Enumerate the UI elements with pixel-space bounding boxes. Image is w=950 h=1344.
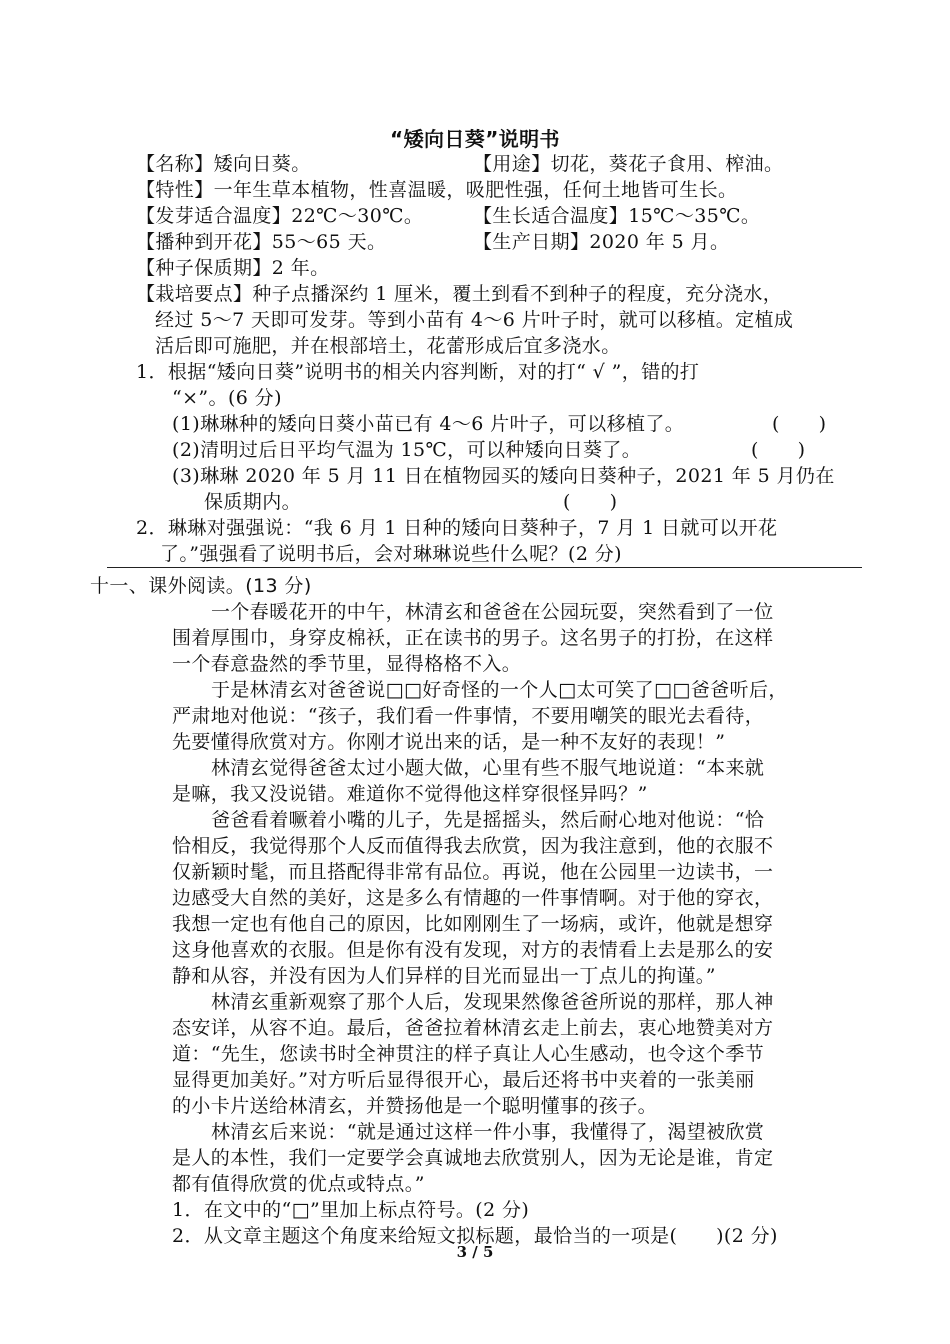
passage-line: 恰相反，我觉得那个人反而值得我去欣赏，因为我注意到，他的衣服不 [172,835,774,857]
question-2-prompt: 2．琳琳对强强说：“我 6 月 1 日种的矮向日葵种子，7 月 1 日就可以开花 [136,517,778,539]
manual-germination-temp: 【发芽适合温度】22℃～30℃。 [136,205,424,227]
question-1-prompt-cont: “×”。(6 分) [172,387,282,409]
passage-line: 严肃地对他说：“孩子，我们看一件事情，不要用嘲笑的眼光去看待， [172,705,765,727]
passage-line: 静和从容，并没有因为人们异样的目光而显出一丁点儿的拘谨。” [172,965,716,987]
passage-line: 是人的本性，我们一定要学会真诚地去欣赏别人，因为无论是谁，肯定 [172,1147,774,1169]
manual-shelf-life: 【种子保质期】2 年。 [136,257,330,279]
manual-sow-to-bloom: 【播种到开花】55～65 天。 [136,231,387,253]
passage-line: 先要懂得欣赏对方。你刚才说出来的话，是一种不友好的表现！” [172,731,726,753]
answer-blank[interactable]: ( ) [772,413,827,435]
passage-line: 林清玄重新观察了那个人后，发现果然像爸爸所说的那样，那人神 [211,991,774,1013]
answer-blank[interactable]: ( ) [751,439,806,461]
passage-line: 林清玄后来说：“就是通过这样一件小事，我懂得了，渴望被欣赏 [211,1121,765,1143]
passage-line: 一个春意盎然的季节里，显得格格不入。 [172,653,522,675]
passage-line: 仅新颖时髦，而且搭配得非常有品位。再说，他在公园里一边读书，一 [172,861,774,883]
passage-line: 道：“先生，您读书时全神贯注的样子真让人心生感动，也令这个季节 [172,1043,765,1065]
passage-line: 是嘛，我又没说错。难道你不觉得他这样穿很怪异吗？” [172,783,648,805]
manual-care-line: 经过 5～7 天即可发芽。等到小苗有 4～6 片叶子时，就可以移植。定植成 [155,309,794,331]
manual-title: “矮向日葵”说明书 [390,127,560,151]
passage-line: 态安详，从容不迫。最后，爸爸拉着林清玄走上前去，衷心地赞美对方 [172,1017,774,1039]
reading-question-2: 2．从文章主题这个角度来给短文拟标题，最恰当的一项是( )(2 分) [172,1225,778,1247]
manual-name: 【名称】矮向日葵。 [136,153,311,175]
passage-line: 于是林清玄对爸爸说□□好奇怪的一个人□太可笑了□□爸爸听后， [211,679,788,701]
answer-blank[interactable]: ( ) [563,491,618,513]
question-2-prompt-cont: 了。”强强看了说明书后，会对琳琳说些什么呢？(2 分) [160,543,622,565]
manual-care-line: 活后即可施肥，并在根部培土，花蕾形成后宜多浇水。 [155,335,621,357]
passage-line: 都有值得欣赏的优点或特点。” [172,1173,425,1195]
passage-line: 的小卡片送给林清玄，并赞扬他是一个聪明懂事的孩子。 [172,1095,658,1117]
manual-growth-temp: 【生长适合温度】15℃～35℃。 [473,205,761,227]
question-1-item-c-cont: 保质期内。 [204,491,302,513]
passage-line: 边感受大自然的美好，这是多么有情趣的一件事情啊。对于他的穿衣， [172,887,774,909]
question-1-item-a: (1)琳琳种的矮向日葵小苗已有 4～6 片叶子，可以移植了。 [172,413,685,435]
question-1-item-c: (3)琳琳 2020 年 5 月 11 日在植物园买的矮向日葵种子，2021 年 5 月仍在 [172,465,835,487]
passage-line: 一个春暖花开的中午，林清玄和爸爸在公园玩耍，突然看到了一位 [211,601,774,623]
passage-line: 这身他喜欢的衣服。但是你有没有发现，对方的表情看上去是那么的安 [172,939,774,961]
question-1-prompt: 1．根据“矮向日葵”说明书的相关内容判断，对的打“ √ ”，错的打 [136,361,700,383]
section-heading: 十一、课外阅读。(13 分) [90,575,312,597]
passage-line: 围着厚围巾，身穿皮棉袄，正在读书的男子。这名男子的打扮，在这样 [172,627,774,649]
passage-line: 林清玄觉得爸爸太过小题大做，心里有些不服气地说道：“本来就 [211,757,765,779]
reading-question-1: 1．在文中的“□”里加上标点符号。(2 分) [172,1199,530,1221]
passage-line: 爸爸看着噘着小嘴的儿子，先是摇摇头，然后耐心地对他说：“恰 [211,809,765,831]
manual-production-date: 【生产日期】2020 年 5 月。 [473,231,730,253]
manual-usage: 【用途】切花，葵花子食用、榨油。 [473,153,784,175]
passage-line: 我想一定也有他自己的原因，比如刚刚生了一场病，或许，他就是想穿 [172,913,774,935]
manual-care-line: 【栽培要点】种子点播深约 1 厘米，覆土到看不到种子的程度，充分浇水， [136,283,783,305]
manual-traits: 【特性】一年生草本植物，性喜温暖，吸肥性强，任何土地皆可生长。 [136,179,738,201]
answer-line [107,567,862,568]
question-1-item-b: (2)清明过后日平均气温为 15℃，可以种矮向日葵了。 [172,439,642,461]
passage-line: 显得更加美好。”对方听后显得很开心，最后还将书中夹着的一张美丽 [172,1069,755,1091]
page-number: 3 / 5 [456,1243,494,1261]
